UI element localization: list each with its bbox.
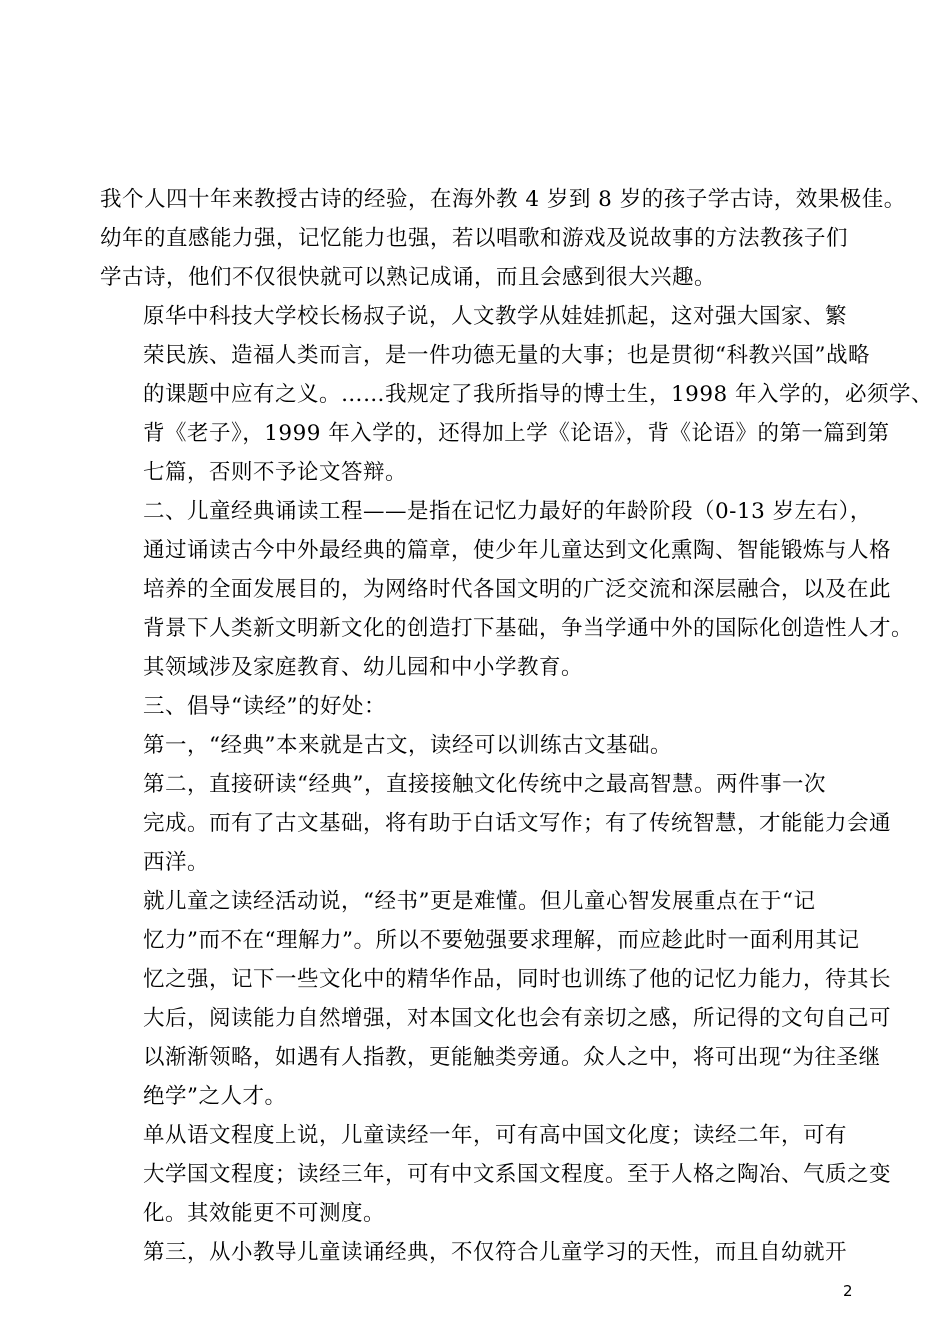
paragraph (100, 687, 880, 726)
paragraph (100, 726, 880, 765)
paragraph (100, 765, 892, 882)
text-line: 幼年的直感能力强，记忆能力也强，若以唱歌和游戏及说故事的方法教孩子们 (100, 226, 849, 251)
text-line: 我个人四十年来教授古诗的经验，在海外教 4 岁到 8 岁的孩子学古诗，效果极佳。 (100, 187, 906, 212)
text-line: 西洋。 (143, 850, 210, 875)
text-line: 大后，阅读能力自然增强，对本国文化也会有亲切之感，所记得的文句自己可 (143, 1006, 892, 1031)
text-line: 单从语文程度上说，儿童读经一年，可有高中国文化度；读经二年，可有 (143, 1123, 848, 1148)
text-line: 第三，从小教导儿童读诵经典，不仅符合儿童学习的天性，而且自幼就开 (143, 1240, 848, 1265)
text-line: 通过诵读古今中外最经典的篇章，使少年儿童达到文化熏陶、智能锻炼与人格 (143, 538, 892, 563)
paragraph (100, 1116, 892, 1233)
text-line: 背景下人类新文明新文化的创造打下基础，争当学通中外的国际化创造性人才。 (143, 616, 914, 641)
text-line: 完成。而有了古文基础，将有助于白话文写作；有了传统智慧，才能能力会通 (143, 811, 892, 836)
text-line: 其领域涉及家庭教育、幼儿园和中小学教育。 (143, 655, 584, 680)
text-line: 忆力”而不在“理解力”。所以不要勉强要求理解，而应趁此时一面利用其记 (143, 928, 860, 953)
text-line: 荣民族、造福人类而言，是一件功德无量的大事；也是贯彻“科教兴国”战略 (143, 343, 870, 368)
text-line: 培养的全面发展目的，为网络时代各国文明的广泛交流和深层融合，以及在此 (143, 577, 892, 602)
text-line: 二、儿童经典诵读工程——是指在记忆力最好的年龄阶段（0-13 岁左右）， (143, 499, 872, 524)
text-line: 第二，直接研读“经典”，直接接触文化传统中之最高智慧。两件事一次 (143, 772, 826, 797)
paragraph (100, 1233, 880, 1272)
paragraph (100, 180, 906, 297)
text-line: 原华中科技大学校长杨叔子说，人文教学从娃娃抓起，这对强大国家、繁 (143, 304, 848, 329)
text-line: 大学国文程度；读经三年，可有中文系国文程度。至于人格之陶冶、气质之变 (143, 1162, 892, 1187)
text-line: 背《老子》，1999 年入学的，还得加上学《论语》，背《论语》的第一篇到第 (143, 421, 890, 446)
text-line: 就儿童之读经活动说，“经书”更是难懂。但儿童心智发展重点在于“记 (143, 889, 816, 914)
text-line: 的课题中应有之义。……我规定了我所指导的博士生，1998 年入学的，必须学、 (143, 382, 934, 407)
text-line: 三、倡导“读经”的好处： (143, 694, 386, 719)
paragraph (100, 882, 892, 1116)
text-line: 七篇，否则不予论文答辩。 (143, 460, 408, 485)
paragraph (100, 297, 934, 492)
paragraph (100, 492, 914, 687)
document-body (100, 180, 934, 1272)
text-line: 忆之强，记下一些文化中的精华作品，同时也训练了他的记忆力能力，待其长 (143, 967, 892, 992)
text-line: 化。其效能更不可测度。 (143, 1201, 386, 1226)
text-line: 绝学”之人才。 (143, 1084, 287, 1109)
text-line: 学古诗，他们不仅很快就可以熟记成诵，而且会感到很大兴趣。 (100, 265, 717, 290)
page-number: 2 (843, 1282, 853, 1300)
text-line: 以渐渐领略，如遇有人指教，更能触类旁通。众人之中，将可出现“为往圣继 (143, 1045, 881, 1070)
text-line: 第一，“经典”本来就是古文，读经可以训练古文基础。 (143, 733, 672, 758)
